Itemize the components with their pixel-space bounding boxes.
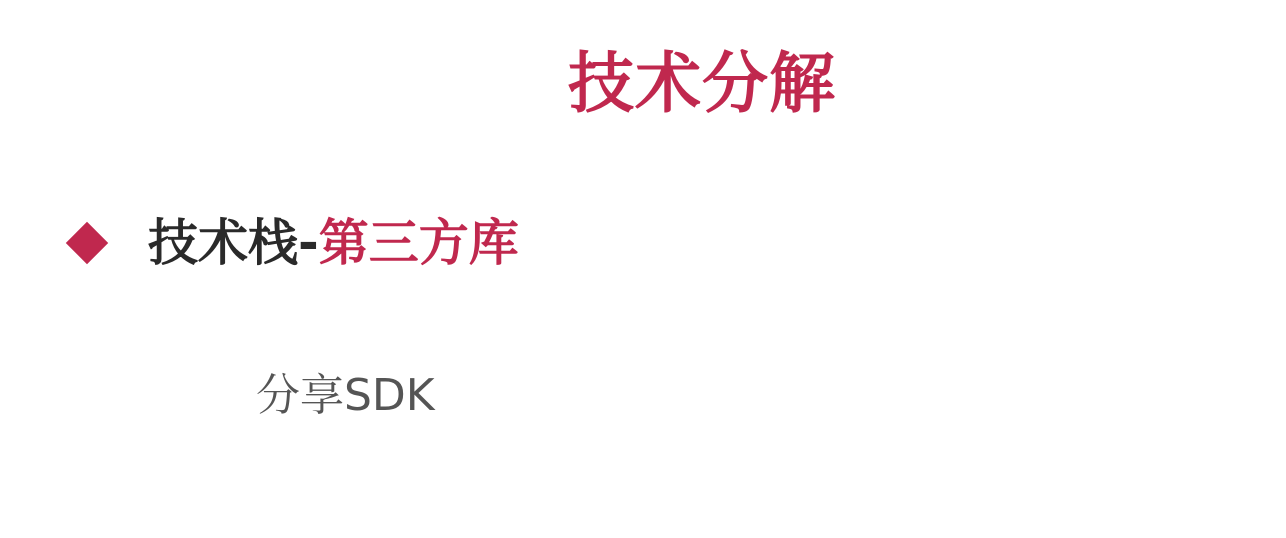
sub-item-share-sdk: 分享SDK <box>256 370 435 421</box>
bullet-lead-text: 技术栈- <box>148 214 319 272</box>
diamond-bullet-icon <box>66 222 108 264</box>
bullet-item <box>66 208 519 278</box>
bullet-text <box>148 208 519 278</box>
slide-title: 技术分解 <box>568 45 836 122</box>
bullet-accent-text: 第三方库 <box>318 214 519 272</box>
